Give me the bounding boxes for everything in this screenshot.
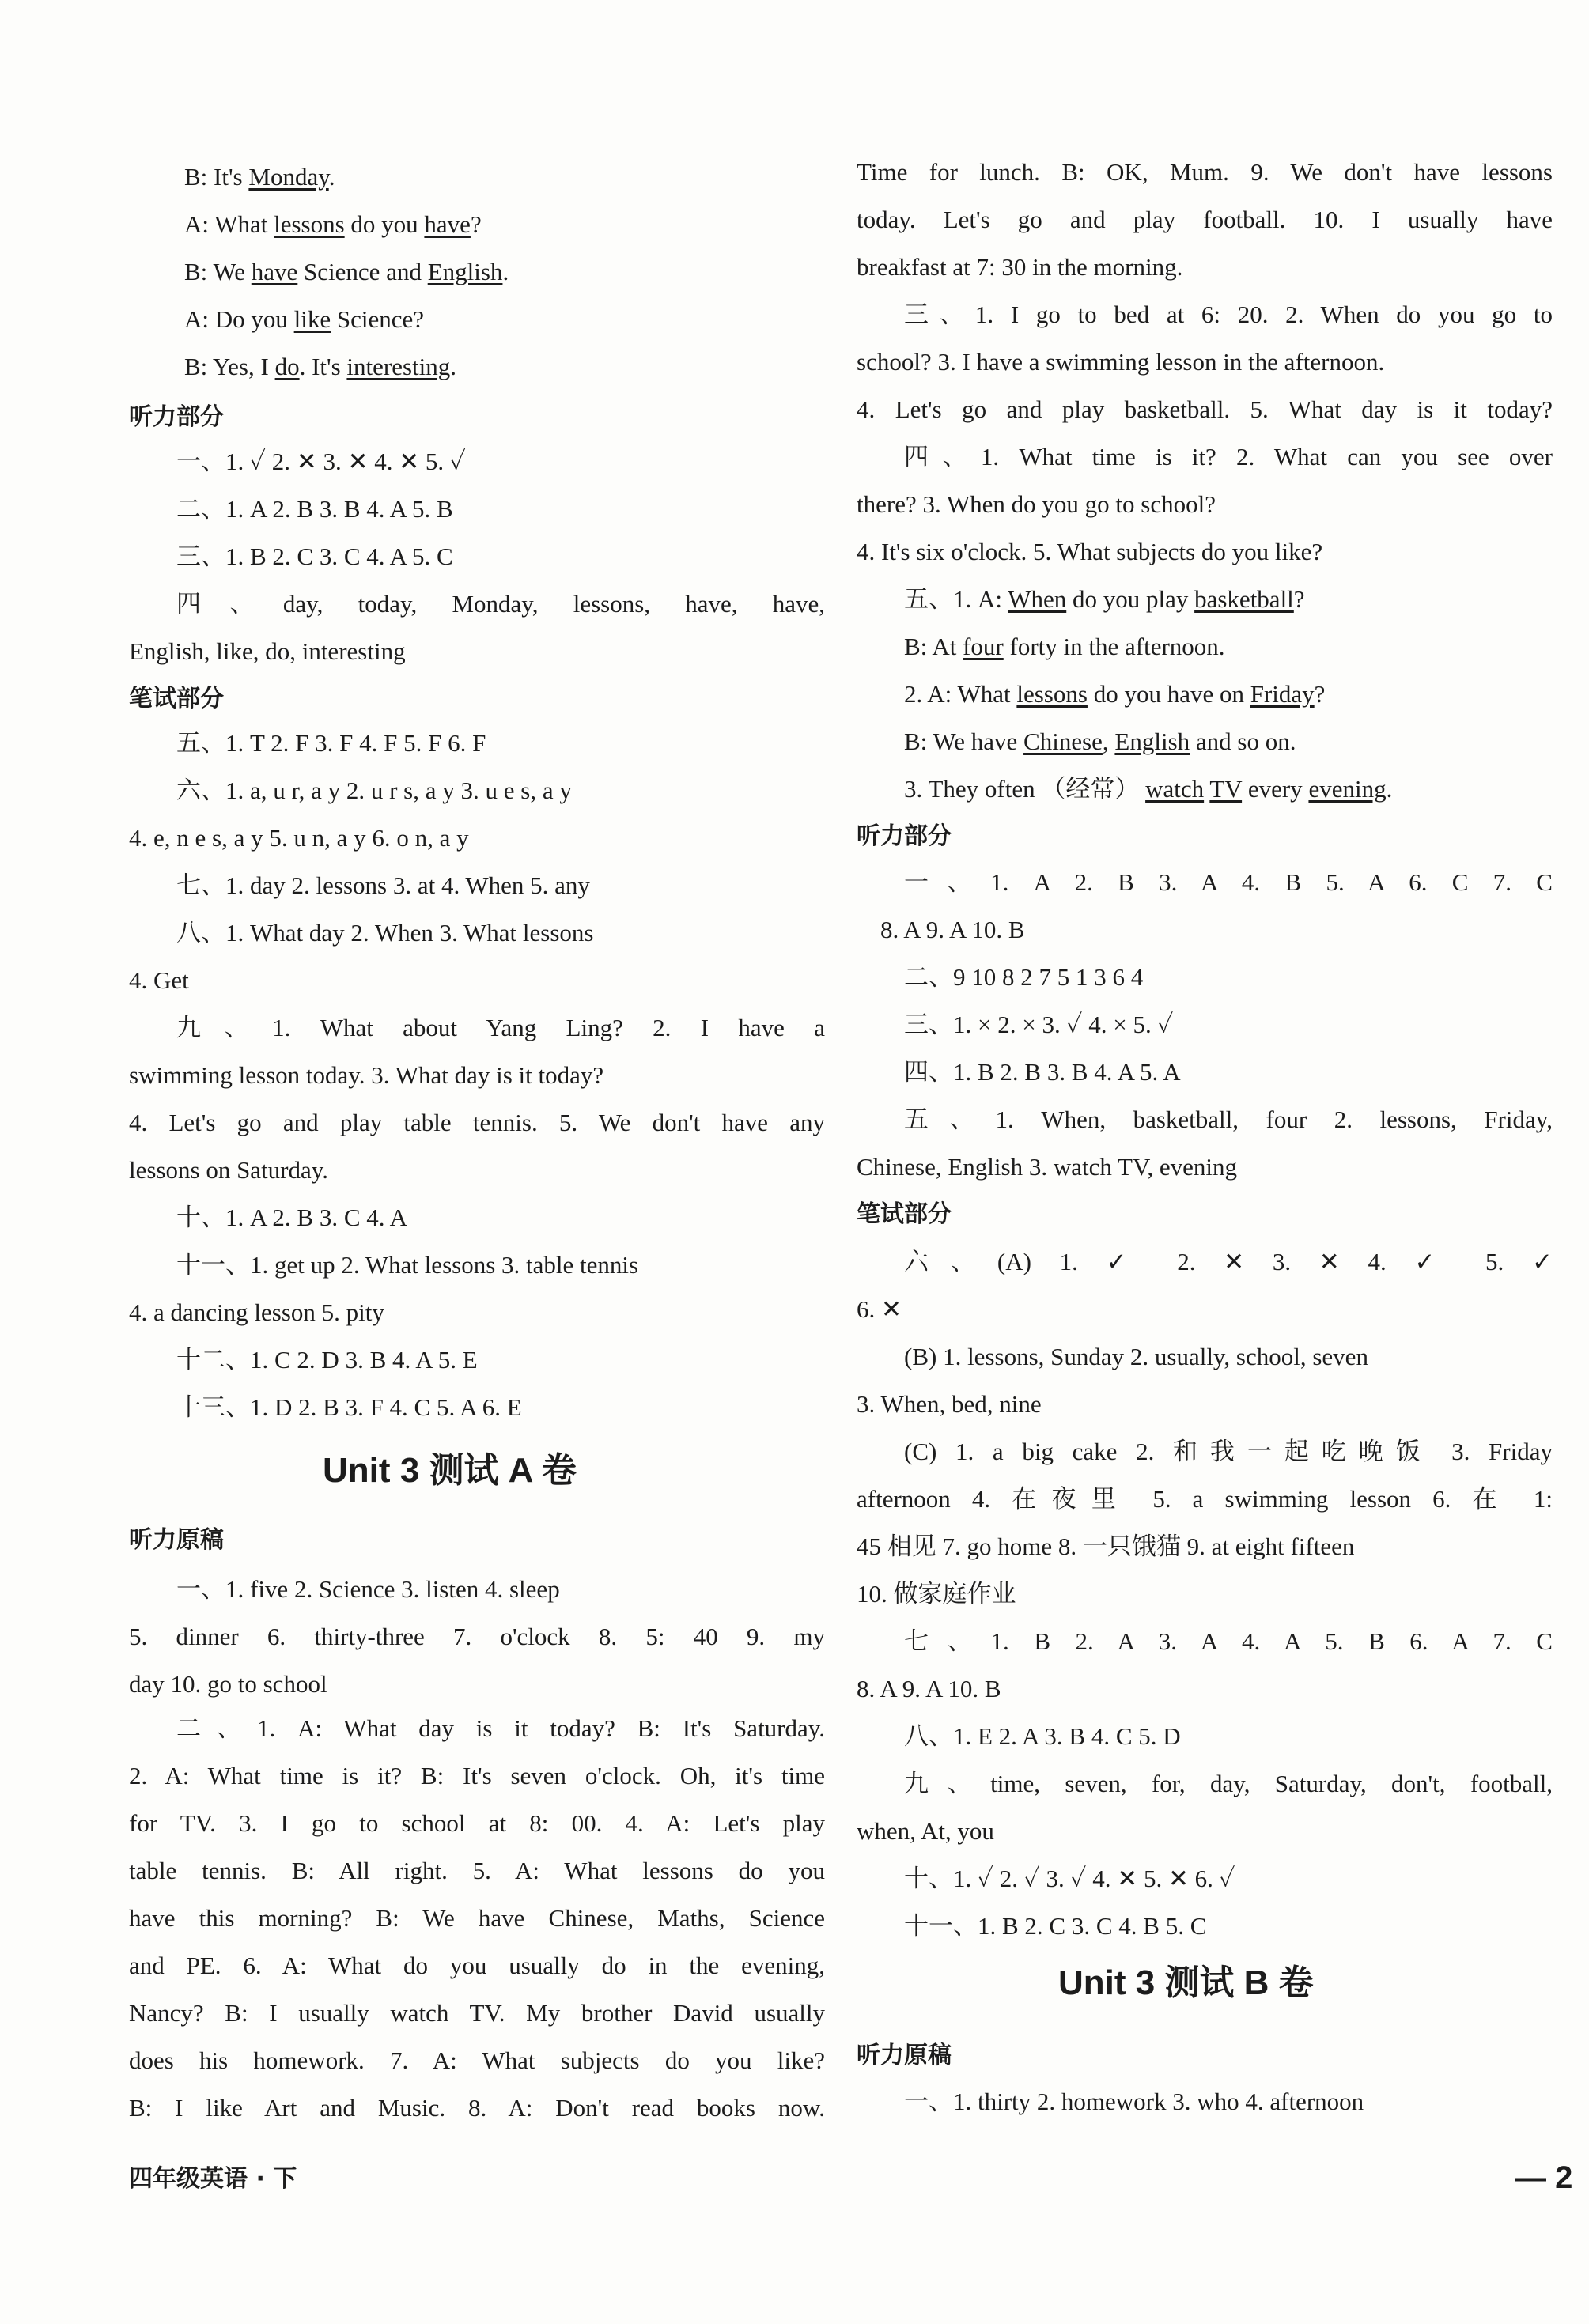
left-text-line xyxy=(129,822,469,854)
text-segment: 听力原稿 xyxy=(857,2042,952,2069)
text-segment: ? xyxy=(1293,585,1305,613)
right-text-line xyxy=(904,1056,1181,1088)
text-segment: . xyxy=(1386,775,1393,803)
left-text-line xyxy=(176,588,825,620)
text-segment: 听力原稿 xyxy=(129,1526,224,1554)
text-segment: Nancy? B: I usually watch TV. My brother David usually xyxy=(129,1999,825,2027)
text-segment: and so on. xyxy=(1190,727,1296,755)
text-segment: B: I like Art and Music. 8. A: Don't read books now. xyxy=(129,2094,825,2122)
text-segment: table tennis. B: All right. 5. A: What lessons do you xyxy=(129,1857,825,1884)
text-segment: day 10. go to school xyxy=(129,1670,327,1698)
text-segment: lessons on Saturday. xyxy=(129,1156,328,1184)
answer-fill: Chinese xyxy=(1023,727,1103,755)
answer-fill: interesting xyxy=(346,353,451,380)
text-segment: B: We have xyxy=(904,727,1024,755)
left-section-heading xyxy=(129,683,224,715)
text-segment: ? xyxy=(1314,680,1326,708)
text-segment: B: It's xyxy=(184,163,249,191)
text-segment: (B) 1. lessons, Sunday 2. usually, school, seven xyxy=(904,1343,1368,1370)
right-text-line xyxy=(904,1341,1368,1373)
text-segment: 四、1. B 2. B 3. B 4. A 5. A xyxy=(904,1058,1181,1086)
right-text-line xyxy=(857,394,1553,425)
left-text-line xyxy=(176,493,453,525)
left-text-line xyxy=(176,870,590,901)
text-segment: 八、1. E 2. A 3. B 4. C 5. D xyxy=(904,1722,1181,1750)
answer-fill: lessons xyxy=(1016,680,1088,708)
right-text-line xyxy=(857,1578,1016,1610)
text-segment: Time for lunch. B: OK, Mum. 9. We don't have lessons xyxy=(857,158,1553,186)
footer-grade-label: 四年级英语 · 下 xyxy=(129,2165,297,2193)
answer-fill: have xyxy=(251,258,298,285)
left-text-line xyxy=(129,965,189,996)
text-segment: does his homework. 7. A: What subjects do you like? xyxy=(129,2046,825,2074)
text-segment: there? 3. When do you go to school? xyxy=(857,490,1216,518)
text-segment: every xyxy=(1242,775,1309,803)
answer-fill: basketball xyxy=(1194,585,1294,613)
text-segment: 2. A: What xyxy=(904,680,1017,708)
right-text-line xyxy=(904,1910,1206,1942)
text-segment: 五、1. T 2. F 3. F 4. F 5. F 6. F xyxy=(176,729,486,757)
text-segment: 六、(A) 1. ✓ 2. ✕ 3. ✕ 4. ✓ 5. ✓ xyxy=(904,1248,1553,1275)
text-segment: for TV. 3. I go to school at 8: 00. 4. A: Let's play xyxy=(129,1809,825,1837)
text-segment: 二、9 10 8 2 7 5 1 3 6 4 xyxy=(904,963,1144,991)
text-segment: A: Do you xyxy=(184,305,294,333)
answer-fill: English xyxy=(427,258,503,285)
text-segment: 4. Get xyxy=(129,966,189,994)
text-segment: and PE. 6. A: What do you usually do in the evening, xyxy=(129,1952,825,1979)
left-text-line xyxy=(129,1997,825,2029)
right-section-heading xyxy=(857,821,952,852)
answer-fill: TV xyxy=(1209,775,1243,803)
text-segment: have this morning? B: We have Chinese, Maths, Science xyxy=(129,1904,825,1932)
text-segment: 一、1. A 2. B 3. A 4. B 5. A 6. C 7. C xyxy=(904,868,1553,896)
text-segment: 八、1. What day 2. When 3. What lessons xyxy=(176,919,594,947)
text-segment: 4. a dancing lesson 5. pity xyxy=(129,1298,384,1326)
unit3-test-a-heading: Unit 3 测试 A 卷 xyxy=(323,1451,577,1490)
text-segment: . xyxy=(502,258,509,285)
right-text-line xyxy=(857,1531,1354,1563)
right-text-line xyxy=(904,962,1143,993)
left-text-line xyxy=(184,161,335,193)
answer-fill: like xyxy=(293,305,331,333)
text-segment: do you xyxy=(344,210,425,238)
answer-fill: When xyxy=(1008,585,1067,613)
text-segment: 6. ✕ xyxy=(857,1295,902,1323)
right-text-line xyxy=(904,1436,1553,1468)
left-text-line xyxy=(129,2045,825,2076)
left-text-line xyxy=(176,1249,638,1281)
text-segment: 十三、1. D 2. B 3. F 4. C 5. A 6. E xyxy=(176,1393,522,1421)
left-text-line xyxy=(129,1668,327,1700)
text-segment: . xyxy=(450,353,457,380)
text-segment: A: What xyxy=(184,210,274,238)
text-segment: 十一、1. get up 2. What lessons 3. table tennis xyxy=(176,1251,639,1279)
right-text-line xyxy=(904,1104,1553,1136)
right-text-line xyxy=(904,726,1296,758)
left-text-line xyxy=(129,1060,603,1091)
text-segment: 8. A 9. A 10. B xyxy=(880,916,1025,943)
left-text-line xyxy=(129,1621,825,1653)
text-segment: 四、day, today, Monday, lessons, have, have, xyxy=(176,590,825,618)
answer-fill: Friday xyxy=(1250,680,1315,708)
left-text-line xyxy=(129,1297,384,1328)
text-segment: today. Let's go and play football. 10. I usually have xyxy=(857,206,1553,233)
text-segment: swimming lesson today. 3. What day is it today? xyxy=(129,1061,604,1089)
text-segment: , xyxy=(1102,727,1115,755)
text-segment: school? 3. I have a swimming lesson in the afternoon. xyxy=(857,348,1385,376)
text-segment: 十、1. A 2. B 3. C 4. A xyxy=(176,1204,407,1231)
left-text-line xyxy=(129,1950,825,1982)
right-text-line xyxy=(857,1151,1237,1183)
left-text-line xyxy=(176,917,593,949)
text-segment: B: We xyxy=(184,258,252,285)
right-text-line xyxy=(904,1626,1553,1657)
right-text-line xyxy=(857,536,1322,568)
text-segment: 六、1. a, u r, a y 2. u r s, a y 3. u e s, a y xyxy=(176,777,572,804)
text-segment: 三、1. × 2. × 3. ✓ 4. × 5. ✓ xyxy=(904,1011,1174,1038)
text-segment: (C) 1. a big cake 2. 和我一起吃晚饭 3. Friday xyxy=(904,1438,1553,1465)
text-segment: 2. A: What time is it? B: It's seven o'clock. Oh, it's time xyxy=(129,1762,825,1789)
left-text-line xyxy=(176,1574,560,1605)
right-text-line xyxy=(857,1673,1001,1705)
text-segment: 二、1. A: What day is it today? B: It's Saturday. xyxy=(176,1714,825,1742)
text-segment: 3. When, bed, nine xyxy=(857,1390,1042,1418)
right-text-line xyxy=(857,251,1182,283)
text-segment: do you have on xyxy=(1087,680,1250,708)
right-text-line xyxy=(904,867,1553,898)
left-text-line xyxy=(184,304,424,335)
text-segment: 九、1. What about Yang Ling? 2. I have a xyxy=(176,1014,825,1041)
text-segment: 4. Let's go and play basketball. 5. What day is it today? xyxy=(857,395,1553,423)
text-segment: 5. dinner 6. thirty-three 7. o'clock 8. 5: 40 9. my xyxy=(129,1623,825,1650)
right-text-line xyxy=(904,1246,1553,1278)
answer-fill: watch xyxy=(1145,775,1205,803)
right-text-line xyxy=(904,299,1553,331)
right-text-line xyxy=(857,204,1553,236)
text-segment: 45 相见 7. go home 8. 一只饿猫 9. at eight fifteen xyxy=(857,1532,1355,1560)
text-segment: 听力部分 xyxy=(129,403,224,431)
text-segment: 4. e, n e s, a y 5. u n, a y 6. o n, a y xyxy=(129,824,469,852)
left-text-line xyxy=(176,541,453,572)
left-text-line xyxy=(184,351,456,383)
right-text-line xyxy=(857,1483,1553,1515)
right-text-line xyxy=(904,773,1392,805)
text-segment: . It's xyxy=(299,353,347,380)
left-text-line xyxy=(176,1012,825,1044)
right-text-line xyxy=(857,489,1216,520)
text-segment: 笔试部分 xyxy=(857,1200,952,1228)
text-segment: afternoon 4. 在夜里 5. a swimming lesson 6. 在 1: xyxy=(857,1485,1553,1513)
text-segment: 4. Let's go and play table tennis. 5. We don't have any xyxy=(129,1109,825,1136)
text-segment: . xyxy=(328,163,335,191)
text-segment: 七、1. day 2. lessons 3. at 4. When 5. any xyxy=(176,871,590,899)
left-text-line xyxy=(129,1107,825,1139)
answer-fill: have xyxy=(424,210,471,238)
right-text-line xyxy=(904,441,1553,473)
text-segment: 五、1. When, basketball, four 2. lessons, Friday, xyxy=(904,1105,1553,1133)
right-text-line xyxy=(904,678,1325,710)
text-segment: ? xyxy=(470,210,482,238)
text-segment: breakfast at 7: 30 in the morning. xyxy=(857,253,1183,281)
text-segment: Science and xyxy=(297,258,428,285)
text-segment: 一、1. ✓ 2. ✕ 3. ✕ 4. ✕ 5. ✓ xyxy=(176,448,466,475)
right-text-line xyxy=(904,584,1305,615)
left-section-heading xyxy=(129,1525,224,1556)
text-segment: 十一、1. B 2. C 3. C 4. B 5. C xyxy=(904,1912,1207,1940)
text-segment: 笔试部分 xyxy=(129,685,224,712)
answer-fill: do xyxy=(274,353,300,380)
left-text-line xyxy=(129,1808,825,1839)
left-text-line xyxy=(129,1760,825,1792)
left-text-line xyxy=(176,1392,522,1423)
right-text-line xyxy=(904,631,1225,663)
left-text-line xyxy=(176,775,572,807)
text-segment: English, like, do, interesting xyxy=(129,637,406,665)
left-text-line xyxy=(176,1202,407,1234)
unit3-test-b-heading: Unit 3 测试 B 卷 xyxy=(1058,1963,1314,2002)
right-text-line xyxy=(904,2086,1364,2118)
text-segment: 8. A 9. A 10. B xyxy=(857,1675,1001,1702)
right-text-line xyxy=(857,1816,994,1847)
text-segment: 一、1. five 2. Science 3. listen 4. sleep xyxy=(176,1575,560,1603)
text-segment: forty in the afternoon. xyxy=(1003,633,1225,660)
answer-fill: English xyxy=(1114,727,1190,755)
left-text-line xyxy=(176,446,466,478)
left-text-line xyxy=(176,1344,478,1376)
text-segment: B: At xyxy=(904,633,963,660)
left-text-line xyxy=(129,636,406,667)
right-text-line xyxy=(857,1389,1042,1420)
left-text-line xyxy=(129,1855,825,1887)
page-number: — 2 xyxy=(1515,2160,1573,2195)
text-segment: 二、1. A 2. B 3. B 4. A 5. B xyxy=(176,495,453,523)
text-segment: 一、1. thirty 2. homework 3. who 4. afternoon xyxy=(904,2088,1364,2115)
right-section-heading xyxy=(857,1199,952,1230)
left-text-line xyxy=(176,1713,825,1744)
text-segment: B: Yes, I xyxy=(184,353,275,380)
text-segment: Chinese, English 3. watch TV, evening xyxy=(857,1153,1238,1181)
right-text-line xyxy=(904,1768,1553,1800)
text-segment: 四、1. What time is it? 2. What can you see over xyxy=(904,443,1553,470)
text-segment: 4. It's six o'clock. 5. What subjects do you like? xyxy=(857,538,1323,565)
text-segment: 七、1. B 2. A 3. A 4. A 5. B 6. A 7. C xyxy=(904,1627,1553,1655)
text-segment: 3. They often （经常） xyxy=(904,775,1146,803)
left-text-line xyxy=(129,1154,328,1186)
left-text-line xyxy=(184,256,509,288)
left-text-line xyxy=(184,209,482,240)
right-text-line xyxy=(857,346,1384,378)
right-section-heading xyxy=(857,2040,952,2072)
answer-fill: four xyxy=(963,633,1004,660)
left-section-heading xyxy=(129,402,224,433)
right-text-line xyxy=(880,914,1025,946)
answer-fill: Monday xyxy=(248,163,329,191)
text-segment: 三、1. I go to bed at 6: 20. 2. When do you go to xyxy=(904,300,1553,328)
text-segment: 10. 做家庭作业 xyxy=(857,1580,1016,1608)
text-segment: Science? xyxy=(331,305,425,333)
text-segment: 五、1. A: xyxy=(904,585,1008,613)
text-segment: 听力部分 xyxy=(857,822,952,850)
right-text-line xyxy=(904,1863,1235,1895)
left-text-line xyxy=(176,727,486,759)
right-text-line xyxy=(857,157,1553,188)
text-segment: when, At, you xyxy=(857,1817,994,1845)
text-segment: do you play xyxy=(1066,585,1195,613)
text-segment: 十、1. ✓ 2. ✓ 3. ✓ 4. ✕ 5. ✕ 6. ✓ xyxy=(904,1865,1235,1892)
text-segment: 三、1. B 2. C 3. C 4. A 5. C xyxy=(176,542,453,570)
text-segment: 九、time, seven, for, day, Saturday, don't, football, xyxy=(904,1770,1553,1797)
right-text-line xyxy=(904,1009,1173,1041)
left-text-line xyxy=(129,1903,825,1934)
left-text-line xyxy=(129,2092,825,2124)
answer-fill: evening xyxy=(1308,775,1387,803)
text-segment: 十二、1. C 2. D 3. B 4. A 5. E xyxy=(176,1346,478,1374)
right-text-line xyxy=(857,1294,902,1325)
right-text-line xyxy=(904,1721,1181,1752)
answer-fill: lessons xyxy=(274,210,345,238)
